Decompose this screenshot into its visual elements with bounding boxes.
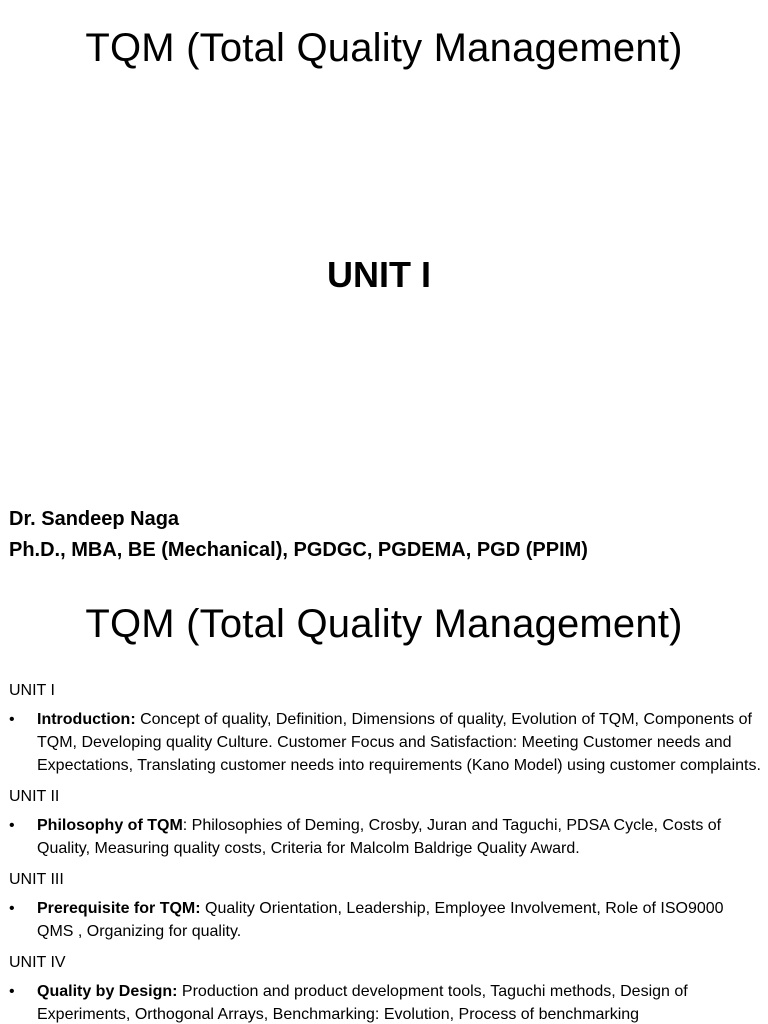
- topic-term: Quality by Design:: [37, 983, 178, 1000]
- topic-text: Concept of quality, Definition, Dimensions of quality, Evolution of TQM, Components of TQM, Developing quality Culture. Customer Focus and Satisfaction: Meeting Customer needs and Expectations, Translating customer needs into requirements (Kano Model) using customer complaints.: [37, 711, 761, 774]
- bullet-icon: •: [9, 983, 15, 1000]
- unit-bullet: [9, 980, 761, 1024]
- author-block: [9, 504, 588, 566]
- unit-label: UNIT IV: [9, 954, 66, 971]
- slide-title: TQM (Total Quality Management): [85, 26, 683, 70]
- unit-heading: UNIT I: [327, 254, 431, 295]
- unit-bullet: [9, 897, 761, 943]
- unit-label: UNIT III: [9, 871, 64, 888]
- topic-text: Production and product development tools, Taguchi methods, Design of Experiments, Orthogonal Arrays, Benchmarking: Evolution, Process of benchmarking: [37, 983, 688, 1023]
- bullet-icon: •: [9, 900, 15, 917]
- author-name: Dr. Sandeep Naga: [9, 508, 180, 530]
- topic-term: Prerequisite for TQM:: [37, 900, 201, 917]
- unit-label: UNIT II: [9, 788, 60, 805]
- bullet-icon: •: [9, 711, 15, 728]
- slide-title: TQM (Total Quality Management): [85, 602, 683, 646]
- topic-text: : Philosophies of Deming, Crosby, Juran and Taguchi, PDSA Cycle, Costs of Quality, Measuring quality costs, Criteria for Malcolm Baldrige Quality Award.: [37, 817, 722, 857]
- syllabus-list: [9, 679, 761, 1024]
- syllabus-slide: [0, 576, 768, 1024]
- topic-term: Introduction:: [37, 711, 136, 728]
- unit-bullet: [9, 814, 761, 860]
- author-credentials: Ph.D., MBA, BE (Mechanical), PGDGC, PGDEMA, PGD (PPIM): [9, 539, 588, 561]
- topic-text: Quality Orientation, Leadership, Employee Involvement, Role of ISO9000 QMS , Organizing for quality.: [37, 900, 724, 940]
- topic-term: Philosophy of TQM: [37, 817, 183, 834]
- unit-bullet: [9, 708, 761, 777]
- unit-label: UNIT I: [9, 682, 55, 699]
- bullet-icon: •: [9, 817, 15, 834]
